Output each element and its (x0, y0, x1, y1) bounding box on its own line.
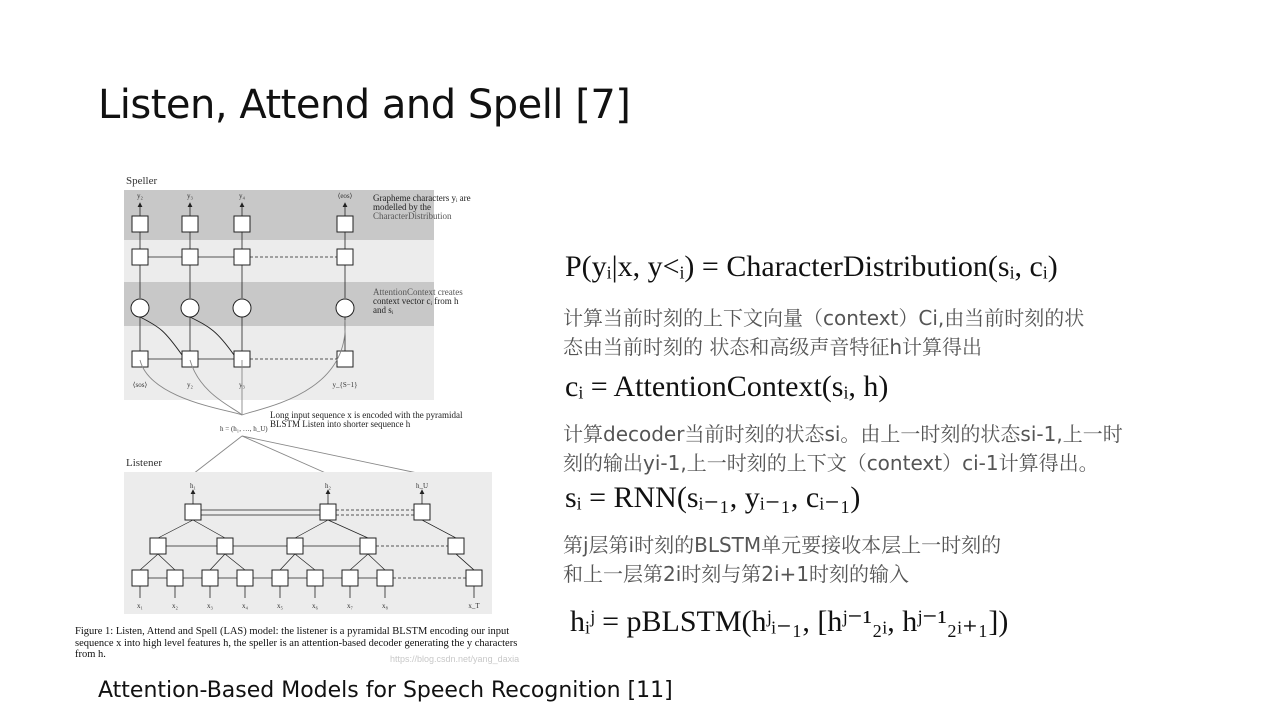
caption-line-1: Figure 1: Listen, Attend and Spell (LAS) model: the listener is a pyramidal BLSTM encoding our input (75, 626, 510, 637)
listener-mid-node (287, 538, 303, 554)
description-blstm-line-1: 第j层第i时刻的BLSTM单元要接收本层上一时刻的 (563, 533, 1002, 557)
description-context-line-2: 态由当前时刻的 状态和高级声音特征h计算得出 (563, 335, 983, 359)
speller-attention-node (336, 299, 354, 317)
speller-rnn-node (234, 249, 250, 265)
speller-output-node (132, 216, 148, 232)
description-context (563, 304, 1084, 362)
listener-bottom-node (132, 570, 148, 586)
description-decoder (563, 420, 1123, 478)
description-decoder-line-1: 计算decoder当前时刻的状态si。由上一时刻的状态si-1,上一时 (563, 422, 1123, 446)
listener-input-label: x₃ (207, 602, 213, 610)
listener-band (124, 472, 492, 614)
speller-attention-node (233, 299, 251, 317)
listener-top-label: h₂ (325, 482, 331, 490)
speller-attention-node (181, 299, 199, 317)
note-listen-1: Long input sequence x is encoded with the pyramidal (270, 410, 463, 420)
note-listen-2: BLSTM Listen into shorter sequence h (270, 419, 411, 429)
h-sequence-label: h = (h₁, …, h_U) (220, 425, 268, 433)
connect-line-1 (193, 436, 242, 474)
listener-top-node (414, 504, 430, 520)
speller-output-label: y₂ (137, 192, 143, 200)
listener-bottom-node (466, 570, 482, 586)
caption-line-3: from h. (75, 649, 106, 660)
note-attention-2: context vector cᵢ from h (373, 296, 459, 306)
description-blstm-line-2: 和上一层第2i时刻与第2i+1时刻的输入 (563, 562, 910, 586)
note-grapheme-1: Grapheme characters yᵢ are (373, 193, 471, 203)
listener-input-label: x_T (468, 602, 480, 610)
speller-input-node (182, 351, 198, 367)
speller-input-node (337, 351, 353, 367)
listener-top-label: h_U (415, 482, 429, 490)
speller-input-label: ⟨sos⟩ (132, 381, 148, 389)
speller-output-label: ⟨eos⟩ (337, 192, 353, 200)
slide-footer: Attention-Based Models for Speech Recognition [11] (98, 678, 673, 703)
listener-input-label: x₅ (277, 602, 283, 610)
speller-output-node (234, 216, 250, 232)
speller-attention-node (131, 299, 149, 317)
listener-input-label: x₆ (312, 602, 318, 610)
listener-bottom-node (307, 570, 323, 586)
equation-attention-context: cᵢ = AttentionContext(sᵢ, h) (565, 370, 889, 403)
caption-line-2: sequence x into high level features h, the speller is an attention-based decoder generating the y characters (75, 637, 518, 649)
equation-character-distribution: P(yᵢ|x, y<ᵢ) = CharacterDistribution(sᵢ, cᵢ) (565, 250, 1058, 283)
listener-mid-node (150, 538, 166, 554)
las-diagram (70, 170, 550, 630)
las-figure (70, 170, 550, 670)
listener-bottom-node (342, 570, 358, 586)
speller-input-label: y₂ (187, 381, 193, 389)
listener-mid-node (360, 538, 376, 554)
speller-label: Speller (126, 175, 158, 187)
speller-rnn-node (182, 249, 198, 265)
description-context-line-1: 计算当前时刻的上下文向量（context）Ci,由当前时刻的状 (563, 306, 1085, 330)
listener-mid-node (448, 538, 464, 554)
listener-top-label: h₁ (190, 482, 196, 490)
note-attention-1: AttentionContext creates (373, 287, 463, 297)
speller-rnn-node (337, 249, 353, 265)
description-decoder-line-2: 刻的输出yi-1,上一时刻的上下文（context）ci-1计算得出。 (563, 451, 1099, 475)
listener-input-label: x₄ (242, 602, 248, 610)
note-attention-3: and sᵢ (373, 305, 394, 315)
note-grapheme-2: modelled by the (373, 202, 431, 212)
listener-top-node (320, 504, 336, 520)
speller-input-label: y_{S−1} (332, 381, 358, 389)
speller-output-node (337, 216, 353, 232)
equation-rnn: sᵢ = RNN(sᵢ₋₁, yᵢ₋₁, cᵢ₋₁) (565, 481, 861, 514)
speller-band-rnn (124, 240, 434, 282)
note-grapheme-3: CharacterDistribution (373, 211, 452, 221)
description-blstm (563, 531, 1001, 589)
listener-bottom-node (202, 570, 218, 586)
listener-label: Listener (126, 457, 163, 469)
speller-output-label: y₄ (239, 192, 245, 200)
listener-bottom-node (377, 570, 393, 586)
listener-top-node (185, 504, 201, 520)
speller-output-node (182, 216, 198, 232)
watermark: https://blog.csdn.net/yang_daxia (390, 654, 520, 664)
listener-bottom-node (237, 570, 253, 586)
listener-input-label: x₁ (137, 602, 143, 610)
speller-band-input (124, 326, 434, 400)
speller-output-label: y₃ (187, 192, 193, 200)
listener-mid-node (217, 538, 233, 554)
speller-input-node (132, 351, 148, 367)
connect-line-2 (242, 436, 328, 474)
listener-bottom-node (167, 570, 183, 586)
listener-input-label: x₈ (382, 602, 388, 610)
listener-bottom-node (272, 570, 288, 586)
listener-input-label: x₂ (172, 602, 178, 610)
listener-input-label: x₇ (347, 602, 353, 610)
connect-line-3 (242, 436, 422, 474)
speller-rnn-node (132, 249, 148, 265)
equation-pblstm: hᵢʲ = pBLSTM(hʲᵢ₋₁, [hʲ⁻¹₂ᵢ, hʲ⁻¹₂ᵢ₊₁]) (570, 605, 1009, 638)
speller-input-label: y₃ (239, 381, 245, 389)
slide-title: Listen, Attend and Spell [7] (98, 82, 631, 128)
